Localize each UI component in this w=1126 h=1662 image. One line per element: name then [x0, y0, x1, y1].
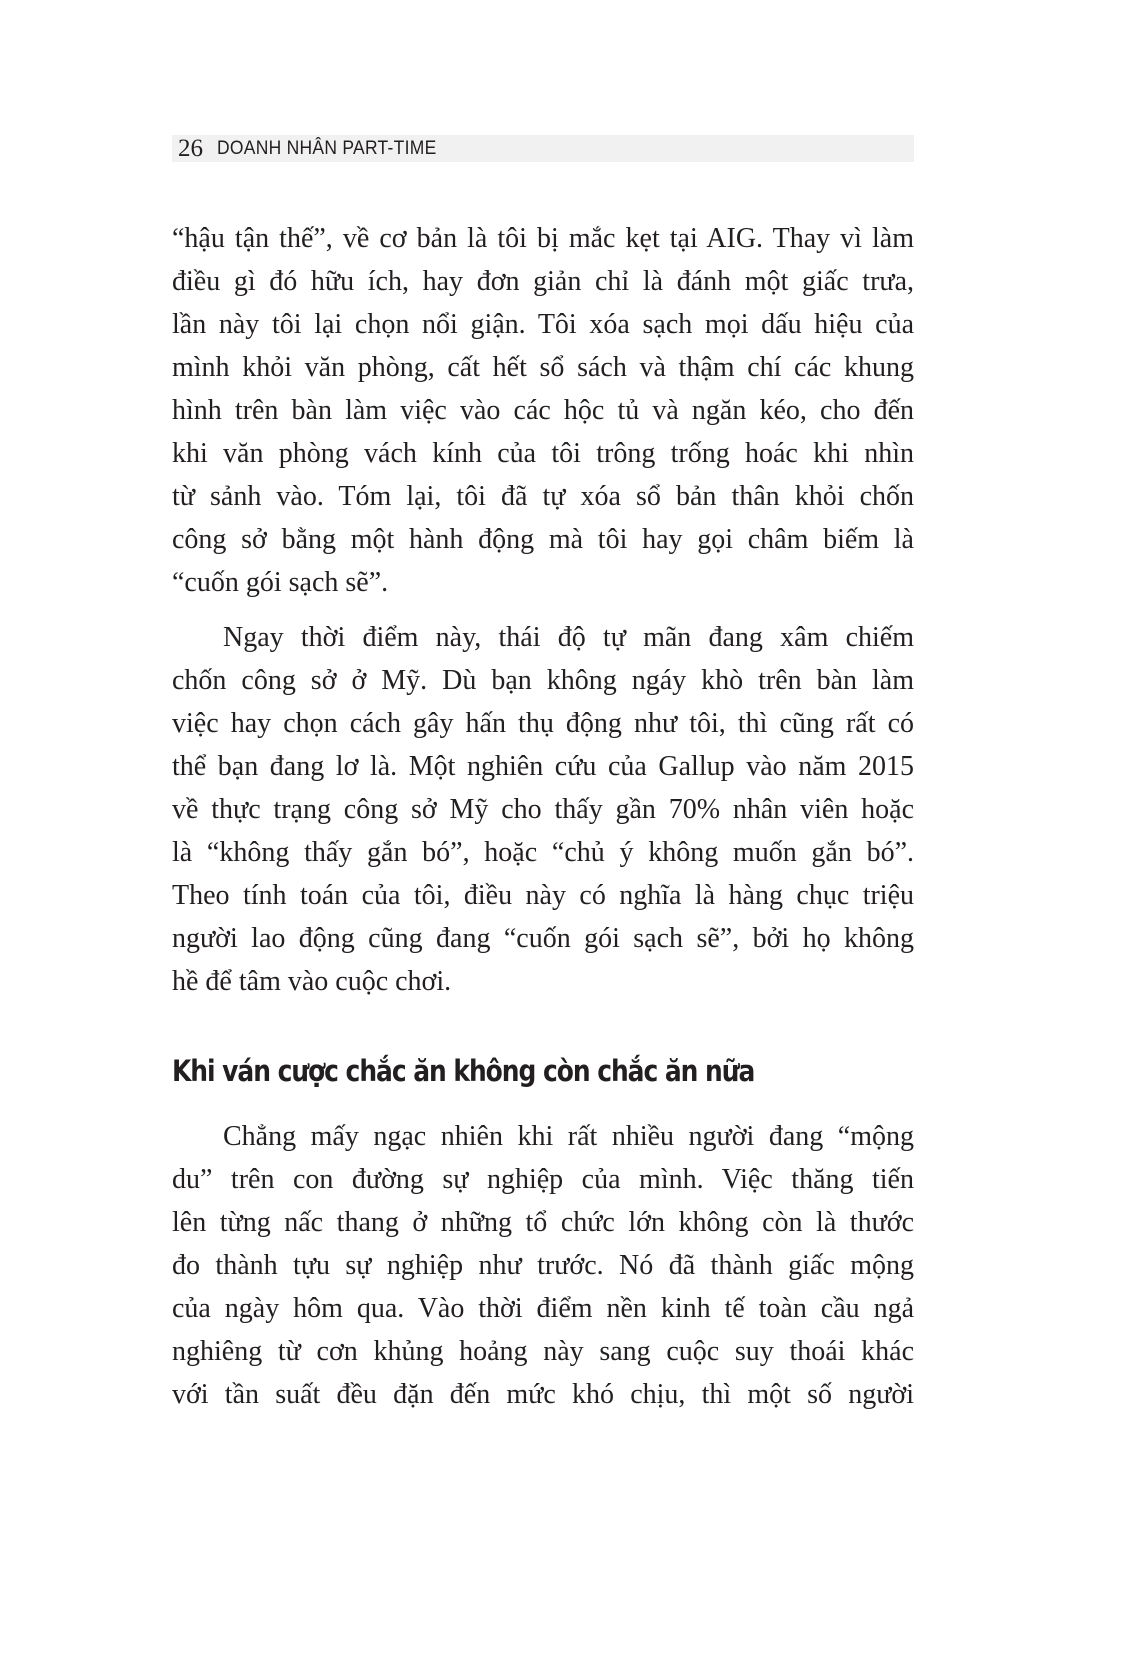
paragraph-3: [172, 1115, 914, 1416]
text-line: khi văn phòng vách kính của tôi trông trống hoác khi nhìn: [172, 438, 914, 469]
section-heading: Khi ván cược chắc ăn không còn chắc ăn nữa: [172, 1054, 755, 1088]
page-number: 26: [178, 135, 203, 162]
text-line: của ngày hôm qua. Vào thời điểm nền kinh tế toàn cầu ngả: [172, 1293, 914, 1324]
text-line: du” trên con đường sự nghiệp của mình. Việc thăng tiến: [172, 1164, 914, 1195]
text-line: thể bạn đang lơ là. Một nghiên cứu của Gallup vào năm 2015: [172, 751, 914, 782]
text-line: lần này tôi lại chọn nổi giận. Tôi xóa sạch mọi dấu hiệu của: [172, 309, 914, 340]
text-line: hề để tâm vào cuộc chơi.: [172, 966, 452, 997]
text-line: điều gì đó hữu ích, hay đơn giản chỉ là đánh một giấc trưa,: [172, 266, 914, 297]
paragraph-2: [172, 616, 914, 1003]
text-line: hình trên bàn làm việc vào các hộc tủ và ngăn kéo, cho đến: [172, 395, 914, 426]
text-line: “hậu tận thế”, về cơ bản là tôi bị mắc kẹt tại AIG. Thay vì làm: [172, 223, 914, 254]
text-line: nghiêng từ cơn khủng hoảng này sang cuộc suy thoái khác: [172, 1336, 914, 1367]
text-line: là “không thấy gắn bó”, hoặc “chủ ý không muốn gắn bó”.: [172, 837, 914, 868]
text-line: Theo tính toán của tôi, điều này có nghĩa là hàng chục triệu: [172, 880, 914, 911]
text-line: “cuốn gói sạch sẽ”.: [172, 567, 389, 598]
text-line: Ngay thời điểm này, thái độ tự mãn đang xâm chiếm: [223, 622, 914, 653]
text-line: lên từng nấc thang ở những tổ chức lớn không còn là thước: [172, 1207, 914, 1238]
text-line: mình khỏi văn phòng, cất hết sổ sách và thậm chí các khung: [172, 352, 914, 383]
book-title: DOANH NHÂN PART-TIME: [217, 138, 437, 159]
text-line: về thực trạng công sở Mỹ cho thấy gần 70% nhân viên hoặc: [172, 794, 914, 825]
text-line: việc hay chọn cách gây hấn thụ động như tôi, thì cũng rất có: [172, 708, 914, 739]
text-line: đo thành tựu sự nghiệp như trước. Nó đã thành giấc mộng: [172, 1250, 914, 1281]
text-line: từ sảnh vào. Tóm lại, tôi đã tự xóa sổ bản thân khỏi chốn: [172, 481, 914, 512]
text-line: người lao động cũng đang “cuốn gói sạch sẽ”, bởi họ không: [172, 923, 914, 954]
text-line: chốn công sở ở Mỹ. Dù bạn không ngáy khò trên bàn làm: [172, 665, 914, 696]
text-line: với tần suất đều đặn đến mức khó chịu, thì một số người: [172, 1379, 914, 1410]
running-head: [172, 135, 914, 162]
text-line: Chẳng mấy ngạc nhiên khi rất nhiều người đang “mộng: [223, 1121, 914, 1152]
text-line: công sở bằng một hành động mà tôi hay gọi châm biếm là: [172, 524, 914, 555]
paragraph-1: [172, 217, 914, 604]
